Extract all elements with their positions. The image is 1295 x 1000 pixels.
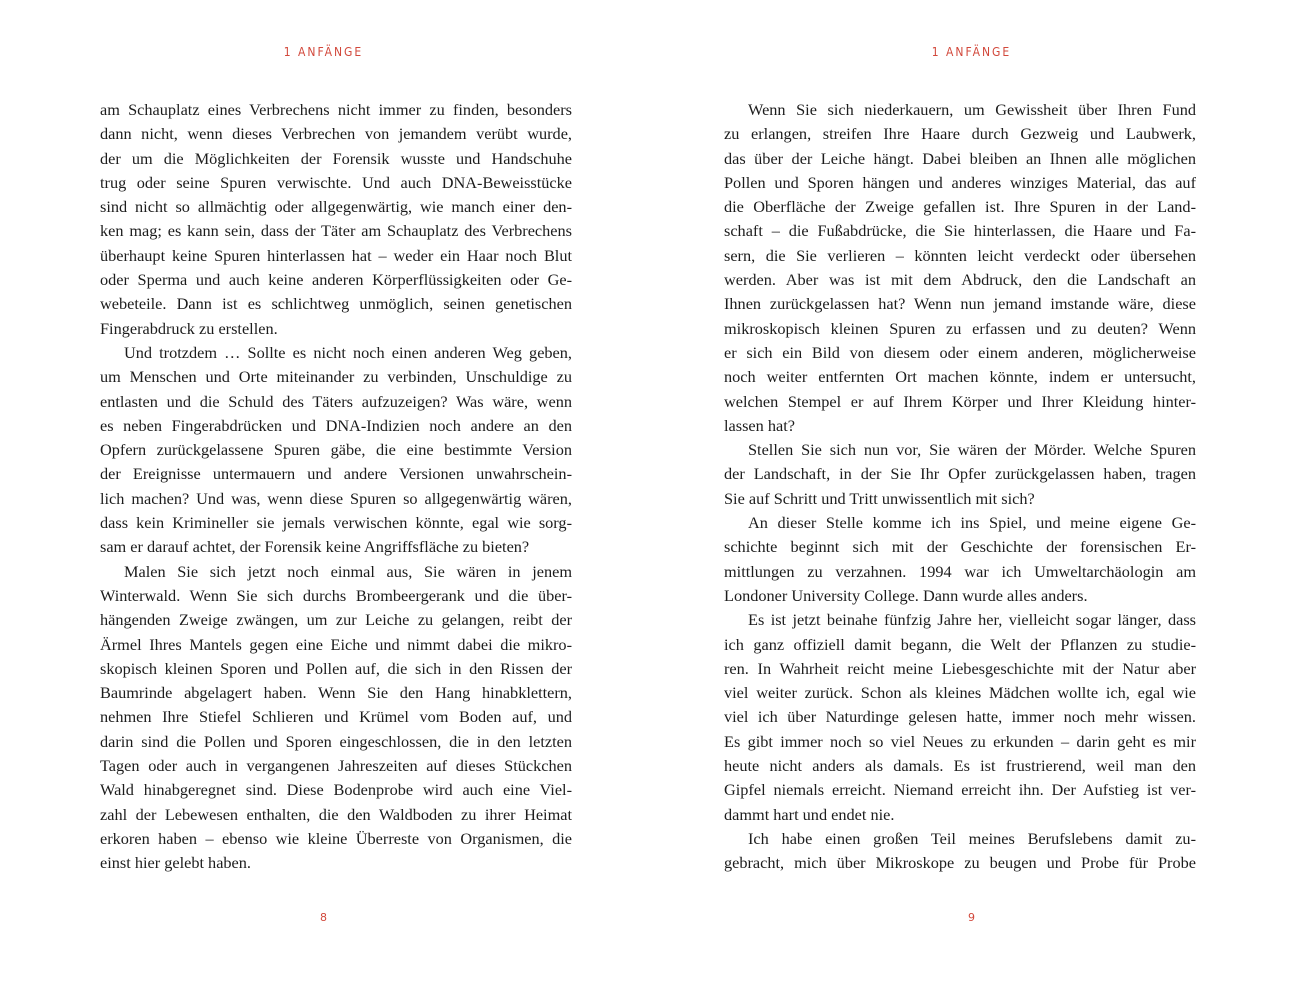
text-line: dann nicht, wenn dieses Verbrechen von jemandem verübt wurde,: [100, 124, 572, 144]
text-line: webeteile. Dann ist es schlichtweg unmöglich, seinen genetischen: [100, 294, 572, 314]
text-line: Und trotzdem … Sollte es nicht noch einen anderen Weg geben,: [124, 342, 572, 362]
text-line: mittlungen zu verzahnen. 1994 war ich Umweltarchäologin am: [724, 561, 1196, 581]
text-line: hängenden Zweige zwängen, um zur Leiche zu gelangen, reibt der: [100, 610, 572, 630]
text-line: viel weiter zurück. Schon als kleines Mädchen wollte ich, egal wie: [724, 683, 1196, 703]
text-line: lich machen? Und was, wenn diese Spuren so allgegenwärtig wären,: [100, 488, 572, 508]
text-line: ken mag; es kann sein, dass der Täter am Schauplatz des Verbrechens: [100, 221, 572, 241]
text-line: Tagen oder auch in vergangenen Jahreszeiten auf dieses Stückchen: [100, 756, 572, 776]
left-page: [0, 0, 647, 1000]
text-line: noch weiter entfernten Ort machen könnte, indem er untersucht,: [724, 367, 1196, 387]
text-line: viel ich über Naturdinge gelesen hatte, immer noch mehr wissen.: [724, 707, 1196, 727]
text-line: Opfern zurückgelassene Spuren gäbe, die eine bestimmte Version: [100, 440, 572, 460]
text-line: der um die Möglichkeiten der Forensik wusste und Handschuhe: [100, 148, 572, 168]
text-line: welchen Stempel er auf Ihrem Körper und Ihrer Kleidung hinter-: [724, 391, 1196, 411]
text-line: ren. In Wahrheit reicht meine Liebesgeschichte mit der Natur aber: [724, 658, 1196, 678]
text-line: überhaupt keine Spuren hinterlassen hat – weder ein Haar noch Blut: [100, 245, 572, 265]
text-line: zahl der Lebewesen enthalten, die den Waldboden zu ihrer Heimat: [100, 804, 572, 824]
text-line: Sie auf Schritt und Tritt unwissentlich mit sich?: [724, 488, 1035, 508]
text-line: skopisch kleinen Sporen und Pollen auf, die sich in den Rissen der: [100, 658, 572, 678]
text-line: sind nicht so allmächtig oder allgegenwärtig, wie manch einer den-: [100, 197, 572, 217]
text-line: dammt hart und endet nie.: [724, 804, 895, 824]
text-line: nehmen Ihre Stiefel Schlieren und Krümel vom Boden auf, und: [100, 707, 572, 727]
text-line: der Landschaft, in der Sie Ihr Opfer zurückgelassen haben, tragen: [724, 464, 1196, 484]
text-line: er sich ein Bild von diesem oder einem anderen, möglicherweise: [724, 342, 1196, 362]
text-line: schichte beginnt sich mit der Geschichte der forensischen Er-: [724, 537, 1196, 557]
text-line: Wenn Sie sich niederkauern, um Gewissheit über Ihren Fund: [748, 100, 1196, 119]
text-line: Gipfel niemals erreicht. Niemand erreicht ihn. Der Aufstieg ist ver-: [724, 780, 1196, 800]
text-line: Ärmel Ihres Mantels gegen eine Eiche und nimmt dabei die mikro-: [100, 634, 572, 654]
running-head: 1 ANFÄNGE: [283, 45, 364, 59]
text-line: Fingerabdruck zu erstellen.: [100, 318, 278, 338]
text-line: sern, die Sie verlieren – könnten leicht verdeckt oder übersehen: [724, 245, 1196, 265]
text-line: heute nicht anders als damals. Es ist frustrierend, weil man den: [724, 756, 1196, 776]
text-line: Baumrinde abgelagert haben. Wenn Sie den Hang hinabklettern,: [100, 683, 572, 703]
text-line: das über der Leiche hängt. Dabei bleiben an Ihnen alle möglichen: [724, 148, 1196, 168]
text-line: Stellen Sie sich nun vor, Sie wären der Mörder. Welche Spuren: [748, 440, 1196, 460]
text-line: um Menschen und Orte miteinander zu verbinden, Unschuldige zu: [100, 367, 572, 387]
text-line: An dieser Stelle komme ich ins Spiel, und meine eigene Ge-: [748, 513, 1196, 533]
text-line: entlasten und die Schuld des Täters aufzuzeigen? Was wäre, wenn: [100, 391, 572, 411]
text-line: Pollen und Sporen hängen und anderes winziges Material, das auf: [724, 172, 1196, 192]
text-line: Malen Sie sich jetzt noch einmal aus, Sie wären in jenem: [124, 561, 572, 581]
text-line: erkoren haben – ebenso wie kleine Überreste von Organismen, die: [100, 828, 572, 848]
text-line: der Ereignisse untermauern und andere Versionen unwahrschein-: [100, 464, 572, 484]
text-line: Winterwald. Wenn Sie sich durchs Brombeergerank und die über-: [100, 585, 572, 605]
page-number: 9: [968, 911, 975, 924]
text-line: sam er darauf achtet, der Forensik keine Angriffsfläche zu bieten?: [100, 537, 530, 557]
text-line: trug oder seine Spuren verwischte. Und auch DNA-Beweisstücke: [100, 172, 572, 192]
text-line: oder Sperma und auch keine anderen Körperflüssigkeiten oder Ge-: [100, 270, 572, 290]
text-line: mikroskopisch kleinen Spuren zu erfassen und zu deuten? Wenn: [724, 318, 1196, 338]
text-line: werden. Aber was ist mit dem Abdruck, den die Landschaft an: [724, 270, 1196, 290]
text-line: die Oberfläche der Zweige gefallen ist. Ihre Spuren in der Land-: [724, 197, 1196, 217]
text-line: Es ist jetzt beinahe fünfzig Jahre her, vielleicht sogar länger, dass: [748, 610, 1196, 630]
page-number: 8: [320, 911, 327, 924]
text-line: Londoner University College. Dann wurde alles anders.: [724, 585, 1088, 605]
text-line: es neben Fingerabdrücken und DNA-Indizien noch andere an den: [100, 415, 572, 435]
running-head: 1 ANFÄNGE: [931, 45, 1012, 59]
text-line: lassen hat?: [724, 415, 795, 435]
body-text: [724, 98, 1196, 876]
text-line: schaft – die Fußabdrücke, die Sie hinterlassen, die Haare und Fa-: [724, 221, 1196, 241]
right-page: [648, 0, 1295, 1000]
text-line: einst hier gelebt haben.: [100, 853, 251, 873]
text-line: Ihnen zurückgelassen hat? Wenn nun jemand imstande wäre, diese: [724, 294, 1196, 314]
text-line: darin sind die Pollen und Sporen eingeschlossen, die in den letzten: [100, 731, 572, 751]
text-line: Ich habe einen großen Teil meines Berufslebens damit zu-: [748, 828, 1196, 848]
text-line: gebracht, mich über Mikroskope zu beugen und Probe für Probe: [724, 853, 1196, 873]
body-text: [100, 98, 572, 876]
text-line: zu erlangen, streifen Ihre Haare durch Gezweig und Laubwerk,: [724, 124, 1196, 144]
text-line: am Schauplatz eines Verbrechens nicht immer zu finden, besonders: [100, 100, 572, 119]
text-line: Wald hinabgeregnet sind. Diese Bodenprobe wird auch eine Viel-: [100, 780, 572, 800]
text-line: dass kein Krimineller sie jemals verwischen könnte, egal wie sorg-: [100, 513, 572, 533]
text-line: ich ganz offiziell damit begann, die Welt der Pflanzen zu studie-: [724, 634, 1196, 654]
text-line: Es gibt immer noch so viel Neues zu erkunden – darin geht es mir: [724, 731, 1196, 751]
